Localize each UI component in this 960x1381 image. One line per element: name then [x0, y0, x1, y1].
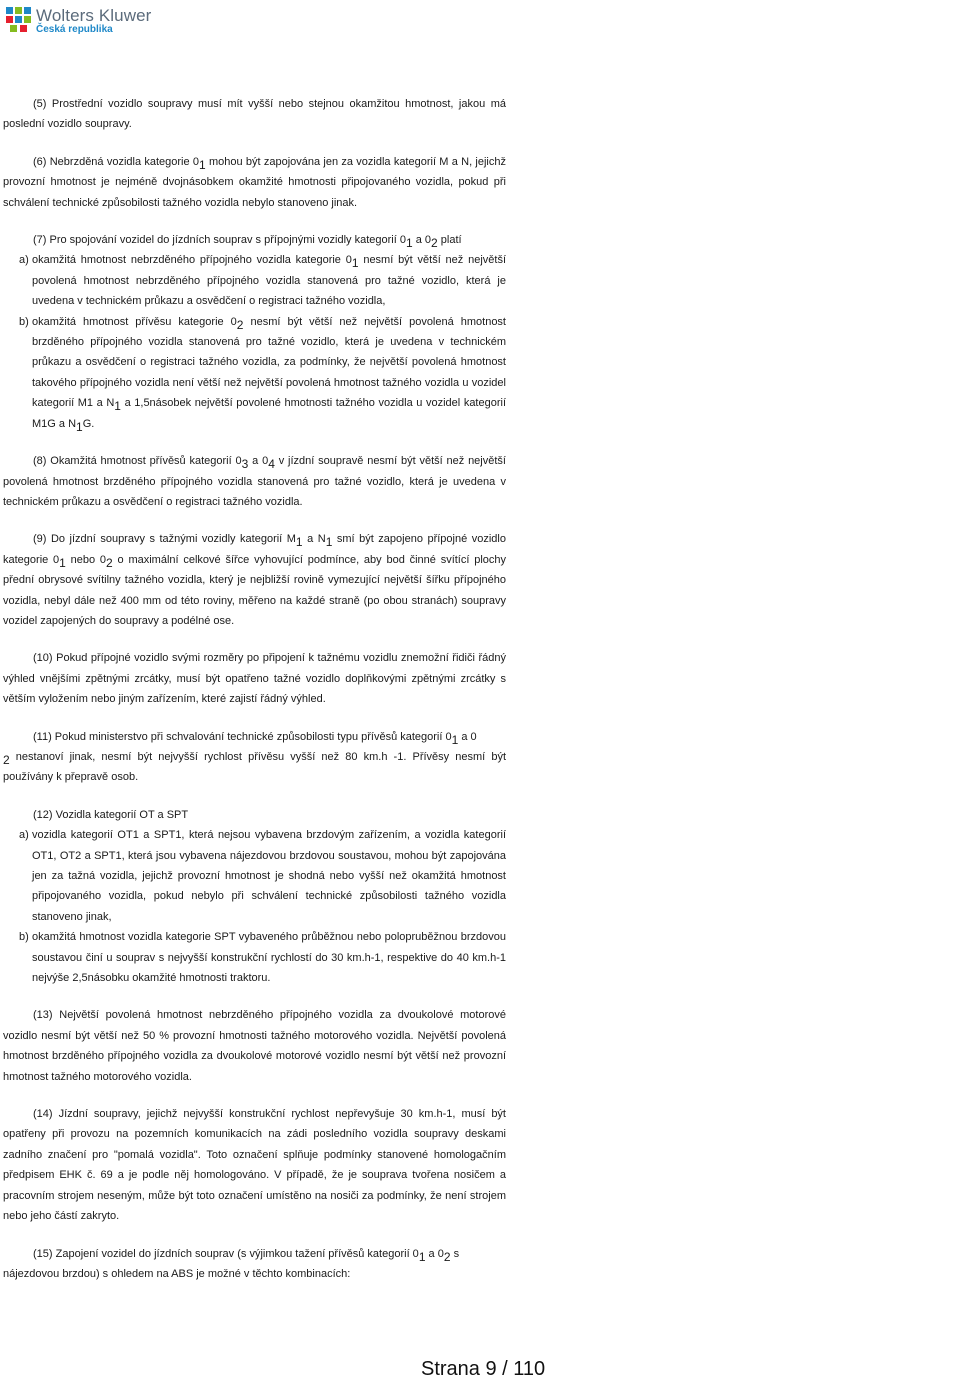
document-body — [3, 94, 506, 1301]
wolters-kluwer-logo — [2, 2, 152, 38]
paragraph-8: (8) Okamžitá hmotnost přívěsů kategorií $0_3$ a $0_4$ v jízdní soupravě nesmí být větší než největší povolená hmotnost brzděného přípojného vozidla stanovená pro tažné vozidlo, která je uvedena v technickém průkazu a osvědčení o registraci tažného vozidla. — [3, 455, 506, 508]
paragraph-13: (13) Největší povolená hmotnost nebrzděného přípojného vozidla za dvoukolové motorové vozidlo nesmí být větší než 50 % provozní hmotnosti tažného motorového vozidla. Největší povolená hmotnost brzděného přípojného vozidla za dvoukolové motorové vozidlo nesmí být větší než provozní hmotnost tažného motorového vozidla. — [3, 1009, 506, 1083]
paragraph-5: (5) Prostřední vozidlo soupravy musí mít vyšší nebo stejnou okamžitou hmotnost, jakou má poslední vozidlo soupravy. — [3, 98, 506, 131]
list-item: b) okamžitá hmotnost vozidla kategorie SPT vybaveného průběžnou nebo polopruběžnou brzdovou soustavou činí u souprav s nejvyšší konstrukční rychlostí do 30 km.h-1, respektive do 40 km.h-1 nejvýše 2,5násobku okamžité hmotnosti traktoru. — [19, 931, 506, 985]
paragraph-12 — [3, 805, 506, 989]
paragraph-15: (15) Zapojení vozidel do jízdních souprav (s výjimkou tažení přívěsů kategorií $0_1$ a $0_2$ s nájezdovou brzdou) s ohledem na ABS je možné v těchto kombinacích: — [3, 1247, 460, 1280]
logo-mark-icon — [4, 5, 34, 35]
paragraph-11: (11) Pokud ministerstvo při schvalování technické způsobilosti typu přívěsů kategorií $0_1$ a 0 $_2$ nestanoví jinak, nesmí být nejvyšší rychlost přívěsu vyšší než 80 km.h -1. Přívěsy nesmí být používány k přepravě osob. — [3, 730, 506, 784]
list-item: a) vozidla kategorií OT1 a SPT1, která nejsou vybavena brzdovým zařízením, a vozidla kategorií OT1, OT2 a SPT1, která jsou vybavena nájezdovou brzdovou soustavou, mohou být zapojována jen za tažná vozidla, jejichž provozní hmotnost je shodná nebo vyšší než okamžitá hmotnost připojovaného vozidla, pokud nebylo při schválení technické způsobilosti tažného vozidla stanoveno jinak, — [19, 829, 506, 923]
paragraph-9: (9) Do jízdní soupravy s tažnými vozidly kategorií $M_1$ a $N_1$ smí být zapojeno přípojné vozidlo kategorie $0_1$ nebo $0_2$ o maximální celkové šířce vyhovující podmínce, aby bod činné svítící plochy přední obrysové svítilny tažného vozidla, který je nejbližší rovině vymezující největší šířku přípojného vozidla, nebyl dále než 400 mm od této roviny, měřeno na každé straně (po obou stranách) soupravy vozidel zapojených do soupravy a podélné ose. — [3, 533, 507, 627]
logo-subtitle: Česká republika — [36, 24, 113, 35]
paragraph-10: (10) Pokud přípojné vozidlo svými rozměry po připojení k tažnému vozidlu znemožní řidiči řádný výhled vnějšími zpětnými zrcátky, musí být opatřeno tažné vozidlo doplňkovými zpětnými zrcátky s větším vyložením nebo jiným zařízením, které zajistí řádný výhled. — [3, 652, 506, 706]
paragraph-6: (6) Nebrzděná vozidla kategorie $0_1$ mohou být zapojována jen za vozidla kategorií M a N, jejichž provozní hmotnost je nejméně dvojnásobkem okamžité hmotnosti připojovaného vozidla, pokud při schválení technické způsobilosti tažného vozidla nebylo stanoveno jinak. — [3, 155, 506, 209]
paragraph-7 — [3, 230, 506, 434]
list-item: a) okamžitá hmotnost nebrzděného přípojného vozidla kategorie $0_1$ nesmí být větší než největší povolená hmotnost nebrzděného přípojného vozidla stanovená pro tažné vozidlo, která je uvedena v technickém průkazu a osvědčení o registraci tažného vozidla, — [19, 254, 506, 308]
logo-name: Wolters Kluwer — [36, 6, 152, 25]
paragraph-14: (14) Jízdní soupravy, jejichž nejvyšší konstrukční rychlost nepřevyšuje 30 km.h-1, musí být opatřeny při provozu na pozemních komunikacích na zádi posledního vozidla soupravy deskami zadního značení pro "pomalá vozidla". Toto označení splňuje podmínky stanovené homologačním předpisem EHK č. 69 a je podle něj homologováno. V případě, že je souprava tvořena nosičem a pracovním strojem neseným, může být toto označení umístěno na nosiči za podmínky, že není strojem nebo jeho částí zakryto. — [3, 1108, 506, 1223]
paragraph-12-heading: (12) Vozidla kategorií OT a SPT — [33, 808, 189, 821]
page-number: Strana 9 / 110 — [421, 1358, 546, 1380]
list-item: b) okamžitá hmotnost přívěsu kategorie $0_2$ nesmí být větší než největší povolená hmotnost brzděného přípojného vozidla stanovená pro tažné vozidlo, která je uvedena v technickém průkazu a osvědčení o registraci tažného vozidla, za podmínky, že největší povolená hmotnost takového přípojného vozidla není větší než největší povolená hmotnost tažného vozidla u vozidel kategorií M1 a $N_1$ a 1,5násobek největší povolené hmotnosti tažného vozidla u vozidel kategorií M1G a $N_1G$. — [19, 315, 507, 434]
paragraph-7-heading: (7) Pro spojování vozidel do jízdních souprav s přípojnými vozidly kategorií $0_1$ a $0_2$ platí — [33, 234, 462, 251]
